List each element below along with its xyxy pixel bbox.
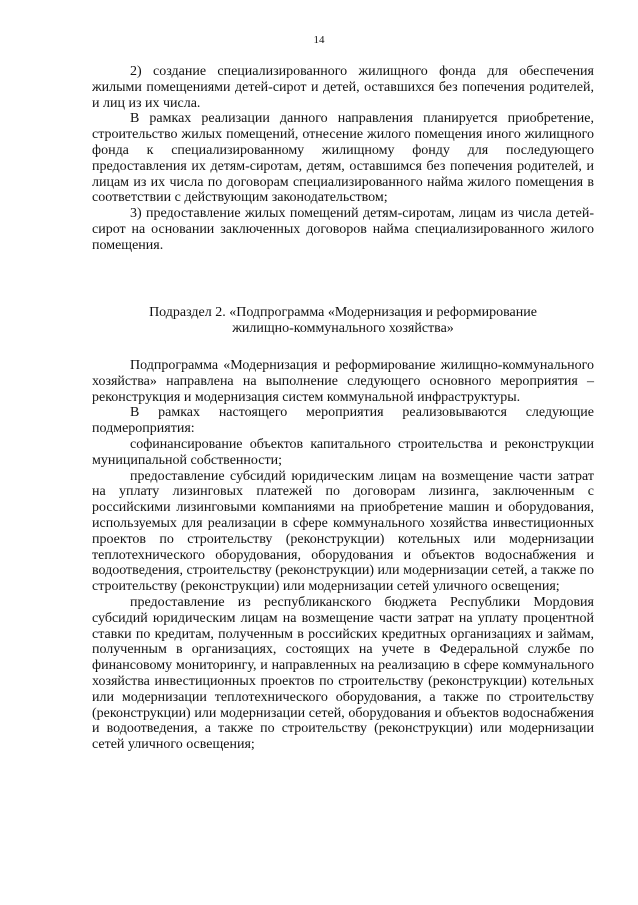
subsection-heading bbox=[92, 305, 594, 337]
paragraph-item-3: 3) предоставление жилых помещений детям-сиротам, лицам из числа детей-сирот на основании заключенных договоров найма специализированного жилого помещения. bbox=[92, 206, 594, 253]
page-number: 14 bbox=[313, 34, 325, 46]
paragraph-sub-activities: В рамках настоящего мероприятия реализовываются следующие подмероприятия: bbox=[92, 405, 594, 437]
section-two-text bbox=[92, 358, 594, 753]
subsection-heading-line-1: Подраздел 2. «Подпрограмма «Модернизация и реформирование bbox=[149, 305, 537, 320]
paragraph-item-2: 2) создание специализированного жилищного фонда для обеспечения жилыми помещениями детей-сирот и детей, оставшихся без попечения родителей, и лиц из их числа. bbox=[92, 64, 594, 111]
paragraph-leasing-subsidies: предоставление субсидий юридическим лицам на возмещение части затрат на уплату лизинговых платежей по договорам лизинга, заключенным с российскими лизинговыми компаниями на приобретение машин и оборудования, используемых для реализации в сфере коммунального хозяйства инвестиционных проектов по строительству (реконструкции) котельных или модернизации теплотехнического оборудования, оборудования и объектов водоснабжения и водоотведения, строительству (реконструкции) или модернизации сетей, а также по строительству (реконструкции) или модернизации сетей уличного освещения; bbox=[92, 468, 594, 595]
paragraph-cofinancing: софинансирование объектов капитального строительства и реконструкции муниципальной собственности; bbox=[92, 436, 594, 468]
paragraph-subprogram-intro: Подпрограмма «Модернизация и реформирование жилищно-коммунального хозяйства» направлена на выполнение следующего основного мероприятия – реконструкция и модернизация систем коммунальной инфраструктуры. bbox=[92, 358, 594, 405]
section-one-text bbox=[92, 64, 594, 254]
paragraph-interest-subsidies: предоставление из республиканского бюджета Республики Мордовия субсидий юридическим лицам на возмещение части затрат на уплату процентной ставки по кредитам, полученным в российских кредитных организациях и займам, полученным в организациях, состоящих на учете в Федеральной службе по финансовому мониторингу, и направленных на реализацию в сфере коммунального хозяйства инвестиционных проектов по строительству (реконструкции) котельных или модернизации теплотехнического оборудования, а также по строительству (реконструкции) или модернизации сетей, оборудования и объектов водоснабжения и водоотведения, а также по строительству (реконструкции) или модернизации сетей уличного освещения; bbox=[92, 594, 594, 753]
paragraph-implementation: В рамках реализации данного направления планируется приобретение, строительство жилых помещений, отнесение жилого помещения иного жилищного фонда к специализированному жилищному фонду для последующего предоставления их детям-сиротам, детям, оставшимся без попечения родителей, и лицам из их числа по договорам специализированного найма жилого помещения в соответствии с действующим законодательством; bbox=[92, 111, 594, 206]
subsection-heading-line-2: жилищно-коммунального хозяйства» bbox=[232, 321, 454, 336]
